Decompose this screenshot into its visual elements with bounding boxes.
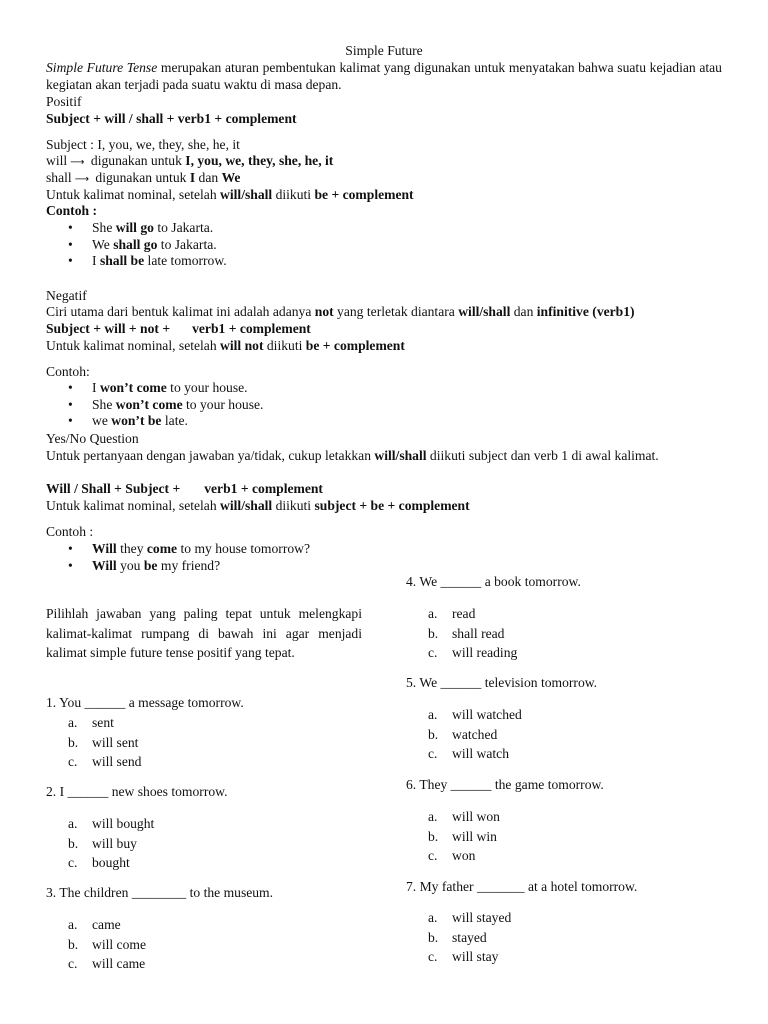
question-5: 5. We ______ television tomorrow.	[406, 675, 598, 690]
question-6-options	[406, 807, 726, 866]
option-b[interactable]: b. stayed	[428, 929, 487, 945]
option-a[interactable]: a. will stayed	[428, 910, 512, 925]
intro-paragraph	[46, 60, 722, 93]
question-nominal-rule: Untuk kalimat nominal, setelah will/shall diikuti subject + be + complement	[46, 498, 470, 513]
option-b[interactable]: b. will win	[428, 828, 497, 844]
question-3-options	[46, 915, 362, 974]
question-heading: Yes/No Question	[46, 431, 139, 446]
negatif-nominal-rule: Untuk kalimat nominal, setelah will not diikuti be + complement	[46, 338, 405, 353]
question-7: 7. My father _______ at a hotel tomorrow.	[406, 879, 638, 894]
positif-examples	[46, 220, 722, 270]
question-1: 1. You ______ a message tomorrow.	[46, 695, 244, 710]
option-a[interactable]: a. came	[68, 917, 121, 932]
negatif-contoh-label: Contoh:	[46, 364, 90, 379]
question-2: 2. I ______ new shoes tomorrow.	[46, 784, 228, 799]
question-formula: Will / Shall + Subject + verb1 + complement	[46, 481, 323, 496]
option-a[interactable]: a. will bought	[68, 816, 155, 831]
option-c[interactable]: c. bought	[68, 855, 130, 871]
intro-text: merupakan aturan pembentukan kalimat yang digunakan untuk menyatakan bahwa suatu kejadian atau kegiatan akan terjadi pada suatu waktu di masa depan.	[46, 60, 722, 92]
option-b[interactable]: b. will buy	[68, 835, 137, 851]
question-4: 4. We ______ a book tomorrow.	[406, 574, 581, 589]
positif-formula: Subject + will / shall + verb1 + complement	[46, 111, 297, 126]
exercise-instruction: Pilihlah jawaban yang paling tepat untuk melengkapi kalimat-kalimat rumpang di bawah ini agar menjadi kalimat simple future tense positif yang tepat.	[46, 606, 362, 660]
option-c[interactable]: c. won	[428, 848, 476, 864]
option-a[interactable]: a. read	[428, 606, 476, 621]
question-examples	[46, 541, 722, 574]
option-b[interactable]: b. will come	[68, 936, 146, 952]
negatif-description: Ciri utama dari bentuk kalimat ini adalah adanya not yang terletak diantara will/shall dan infinitive (verb1)	[46, 304, 635, 319]
list-item: • We shall go to Jakarta.	[46, 237, 722, 254]
question-description: Untuk pertanyaan dengan jawaban ya/tidak, cukup letakkan will/shall diikuti subject dan verb 1 di awal kalimat.	[46, 448, 659, 463]
option-a[interactable]: a. will watched	[428, 707, 522, 722]
page-title: Simple Future	[345, 43, 423, 58]
option-c[interactable]: c. will stay	[428, 949, 499, 965]
option-c[interactable]: c. will came	[68, 956, 146, 972]
right-arrow-icon: ⟶	[70, 157, 85, 168]
option-b[interactable]: b. watched	[428, 726, 498, 742]
negatif-examples	[46, 380, 722, 430]
question-4-options	[406, 604, 726, 663]
question-5-options	[406, 705, 726, 764]
positif-heading: Positif	[46, 94, 82, 109]
question-3: 3. The children ________ to the museum.	[46, 885, 274, 900]
will-usage-line: will ⟶ digunakan untuk I, you, we, they, she, he, it	[46, 153, 334, 168]
right-arrow-icon: ⟶	[74, 174, 90, 185]
question-2-options	[46, 814, 362, 873]
intro-term: Simple Future Tense	[46, 60, 158, 75]
option-a[interactable]: a. sent	[68, 715, 114, 730]
question-contoh-label: Contoh :	[46, 524, 94, 539]
positif-contoh-label: Contoh :	[46, 203, 97, 218]
list-item: • She will go to Jakarta.	[46, 220, 722, 237]
subject-line: Subject : I, you, we, they, she, he, it	[46, 137, 240, 152]
option-a[interactable]: a. will won	[428, 809, 500, 824]
list-item: • I shall be late tomorrow.	[46, 253, 722, 270]
option-b[interactable]: b. will sent	[68, 734, 139, 750]
shall-usage-line: shall ⟶ digunakan untuk I dan We	[46, 170, 241, 185]
question-7-options	[406, 908, 726, 967]
list-item: • She won’t come to your house.	[46, 397, 722, 414]
option-b[interactable]: b. shall read	[428, 625, 505, 641]
question-1-options	[46, 713, 362, 772]
question-6: 6. They ______ the game tomorrow.	[406, 777, 604, 792]
list-item: • Will they come to my house tomorrow?	[46, 541, 722, 558]
option-c[interactable]: c. will reading	[428, 645, 518, 661]
option-c[interactable]: c. will watch	[428, 746, 510, 762]
list-item: • I won’t come to your house.	[46, 380, 722, 397]
list-item: • Will you be my friend?	[46, 558, 722, 575]
negatif-formula: Subject + will + not + verb1 + complement	[46, 321, 311, 336]
positif-nominal-rule: Untuk kalimat nominal, setelah will/shall diikuti be + complement	[46, 187, 414, 202]
negatif-heading: Negatif	[46, 288, 87, 303]
list-item: • we won’t be late.	[46, 413, 722, 430]
option-c[interactable]: c. will send	[68, 754, 142, 770]
